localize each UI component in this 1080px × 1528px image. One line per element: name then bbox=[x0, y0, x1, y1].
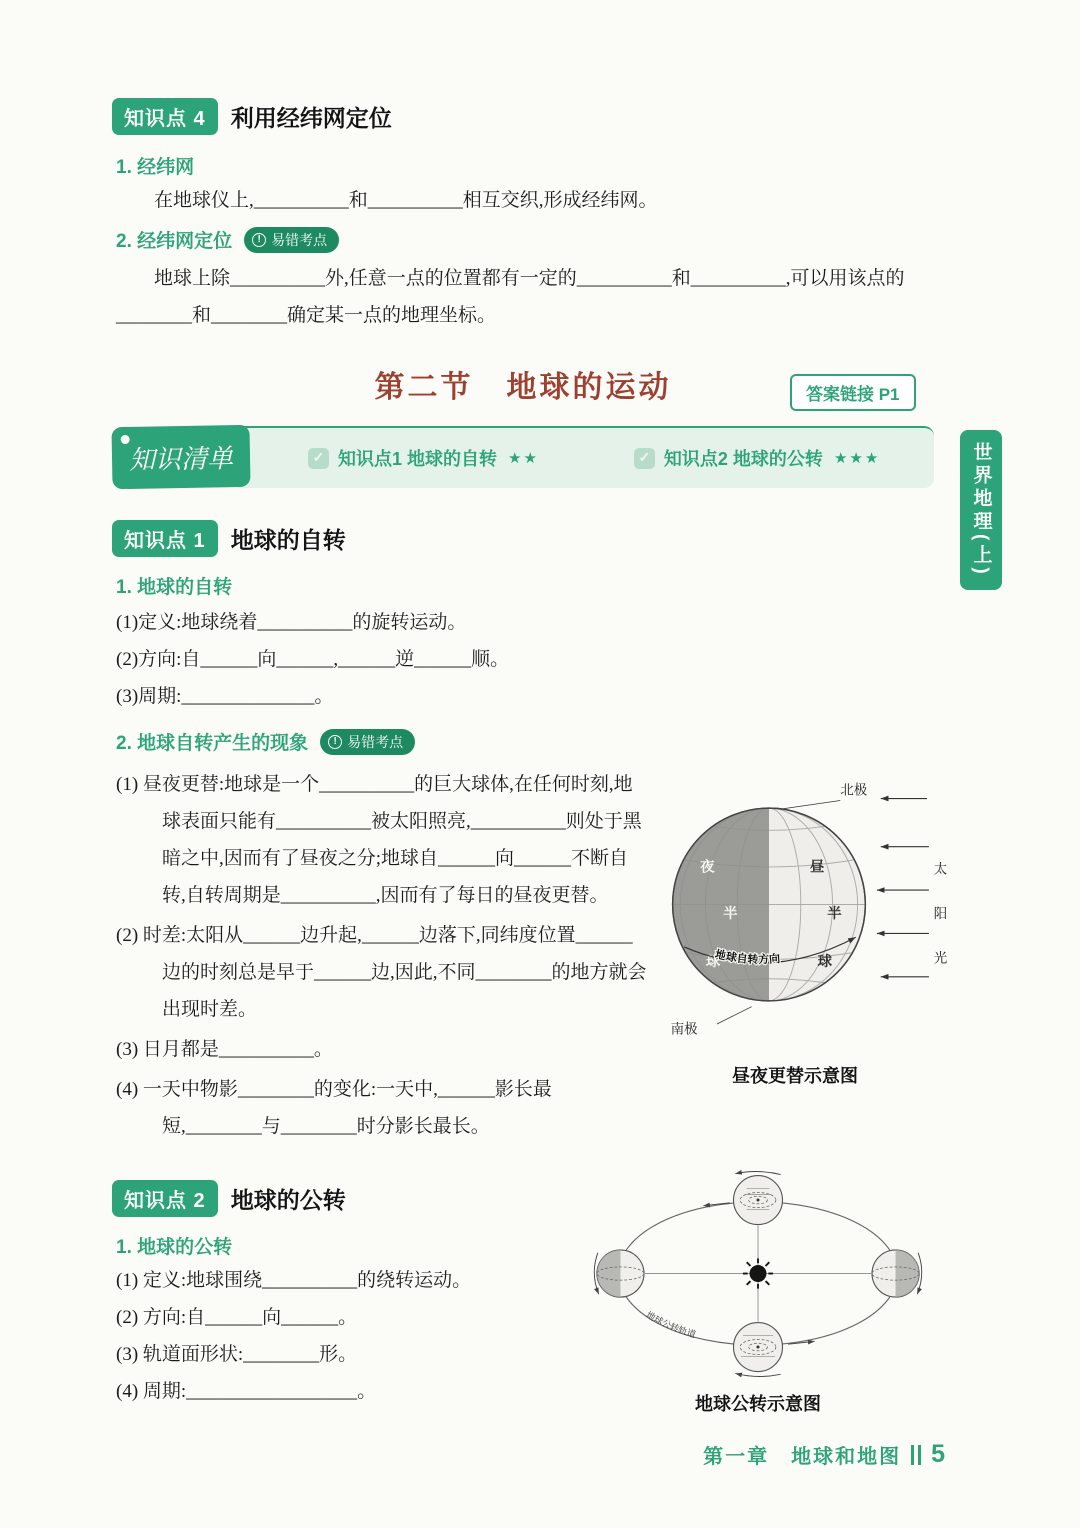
kp1-header bbox=[112, 520, 346, 557]
day-hemisphere-char: 昼 bbox=[809, 859, 825, 876]
earth-bottom bbox=[734, 1323, 783, 1372]
phenomenon-shadow: (4) 一天中物影________的变化:一天中,______影长最短,________与________时分影长最长。 bbox=[116, 1079, 552, 1137]
sunlight-arrows bbox=[877, 847, 929, 977]
difficulty-stars: ★★ bbox=[508, 450, 539, 467]
footer-page-number: 5 bbox=[931, 1440, 945, 1468]
kp1-line-definition: (1)定义:地球绕着__________的旋转运动。 bbox=[116, 612, 467, 633]
day-night-caption: 昼夜更替示意图 bbox=[732, 1066, 858, 1086]
phenomenon-time-difference: (2) 时差:太阳从______边升起,______边落下,同纬度位置______边的时刻总是早于______边,因此,不同________的地方就会出现时差。 bbox=[116, 925, 647, 1020]
earth-top bbox=[734, 1176, 783, 1225]
revolution-diagram bbox=[588, 1168, 928, 1416]
error-prone-badge-label: 易错考点 bbox=[347, 733, 404, 750]
day-night-diagram bbox=[636, 758, 954, 1088]
kp4-sub1-text: 在地球仪上,__________和__________相互交织,形成经纬网。 bbox=[154, 190, 658, 211]
checkbox-icon: ✓ bbox=[634, 448, 655, 469]
kp2-line-period: (4) 周期:__________________。 bbox=[116, 1381, 377, 1402]
footer-divider-icon bbox=[911, 1445, 921, 1465]
day-night-globe-figure bbox=[636, 758, 954, 1052]
error-prone-badge bbox=[244, 227, 339, 253]
night-hemisphere-char: 半 bbox=[723, 906, 738, 923]
kp2-badge: 知识点 2 bbox=[112, 1180, 218, 1217]
difficulty-stars: ★★★ bbox=[833, 450, 881, 467]
checklist-item-label: 知识点2 地球的公转 bbox=[663, 449, 823, 469]
kp2-sub1-heading: 1. 地球的公转 bbox=[116, 1237, 233, 1258]
phenomenon-sun-moon: (3) 日月都是__________。 bbox=[116, 1039, 333, 1060]
checklist-item-label: 知识点1 地球的自转 bbox=[338, 449, 498, 469]
kp1-title: 地球的自转 bbox=[230, 527, 346, 553]
revolution-figure bbox=[588, 1168, 928, 1380]
kp2-line-definition: (1) 定义:地球围绕__________的绕转运动。 bbox=[116, 1270, 472, 1291]
night-hemisphere-shade bbox=[673, 808, 769, 1001]
sunlight-char: 阳 bbox=[933, 906, 948, 922]
footer-chapter: 第一章 地球和地图 bbox=[703, 1446, 902, 1468]
answer-link-label: 答案链接 P1 bbox=[790, 374, 916, 411]
north-pole-label: 北极 bbox=[840, 782, 868, 798]
phenomenon-day-night: (1) 昼夜更替:地球是一个__________的巨大球体,在任何时刻,地球表面只能有__________被太阳照亮,__________则处于黑暗之中,因而有了昼夜之分;地球自______向______不断自转,自转周期是__________,因而有了每日的昼夜更替。 bbox=[116, 774, 642, 906]
kp1-phenomena-list bbox=[116, 766, 648, 1148]
day-hemisphere-char: 半 bbox=[827, 906, 842, 923]
kp1-sub1-heading: 1. 地球的自转 bbox=[116, 577, 233, 598]
kp1-line-direction: (2)方向:自______向______,______逆______顺。 bbox=[116, 649, 510, 670]
kp1-sub2-heading bbox=[116, 728, 415, 755]
kp1-sub2-heading-text: 2. 地球自转产生的现象 bbox=[116, 733, 309, 754]
svg-text:地球公转轨道 bbox=[645, 1309, 698, 1340]
checklist-item-rotation bbox=[308, 445, 539, 471]
kp2-sub1-lines bbox=[116, 1262, 636, 1410]
alert-icon: ! bbox=[328, 735, 342, 749]
night-hemisphere-char: 夜 bbox=[700, 859, 715, 876]
checklist-item-revolution bbox=[634, 445, 880, 471]
kp4-header bbox=[112, 98, 392, 135]
error-prone-badge bbox=[320, 729, 415, 755]
section-title: 第二节 地球的运动 bbox=[374, 371, 672, 404]
earth-left bbox=[597, 1250, 644, 1297]
kp2-header bbox=[112, 1180, 346, 1217]
checkbox-icon: ✓ bbox=[308, 448, 329, 469]
dot-icon bbox=[121, 435, 130, 444]
kp4-badge: 知识点 4 bbox=[112, 98, 218, 135]
kp4-sub1-heading: 1. 经纬网 bbox=[116, 157, 195, 178]
kp1-sub1-lines bbox=[116, 604, 756, 715]
south-pole-label: 南极 bbox=[670, 1021, 698, 1037]
sunlight-char: 太 bbox=[933, 861, 948, 877]
globe bbox=[673, 808, 866, 1001]
alert-icon: ! bbox=[252, 233, 266, 247]
checklist-label bbox=[111, 425, 250, 489]
south-pole-leader bbox=[717, 1007, 752, 1024]
earth-right bbox=[872, 1250, 919, 1297]
kp4-sub2-heading bbox=[116, 226, 339, 253]
revolution-caption: 地球公转示意图 bbox=[695, 1394, 821, 1414]
north-pole-leader bbox=[781, 800, 841, 809]
page-footer bbox=[500, 1440, 945, 1469]
side-tab-world-geography: 世界地理(上) bbox=[960, 430, 1002, 590]
kp4-sub2-heading-text: 2. 经纬网定位 bbox=[116, 231, 233, 252]
checklist-body bbox=[238, 426, 934, 488]
answer-link-button bbox=[790, 374, 916, 411]
rotation-direction-label: 地球自转方向 bbox=[713, 948, 781, 967]
sunlight-char: 光 bbox=[933, 950, 948, 966]
sun-icon bbox=[743, 1258, 773, 1288]
kp2-title: 地球的公转 bbox=[230, 1187, 346, 1213]
kp2-line-orbit-shape: (3) 轨道面形状:________形。 bbox=[116, 1344, 358, 1365]
day-hemisphere-char: 球 bbox=[817, 954, 833, 971]
kp4-title: 利用经纬网定位 bbox=[230, 105, 392, 131]
kp1-badge: 知识点 1 bbox=[112, 520, 218, 557]
kp4-sub2-text: 地球上除__________外,任意一点的位置都有一定的__________和__________,可以用该点的________和________确定某一点的地理坐标。 bbox=[116, 268, 905, 326]
error-prone-badge-label: 易错考点 bbox=[271, 231, 328, 248]
orbit-label: 地球公转轨道 bbox=[644, 1309, 698, 1340]
knowledge-checklist-banner bbox=[112, 426, 934, 488]
kp1-line-period: (3)周期:______________。 bbox=[116, 686, 334, 707]
kp2-line-direction: (2) 方向:自______向______。 bbox=[116, 1307, 358, 1328]
night-hemisphere-char: 球 bbox=[705, 954, 721, 971]
checklist-label-text: 知识清单 bbox=[128, 443, 234, 475]
